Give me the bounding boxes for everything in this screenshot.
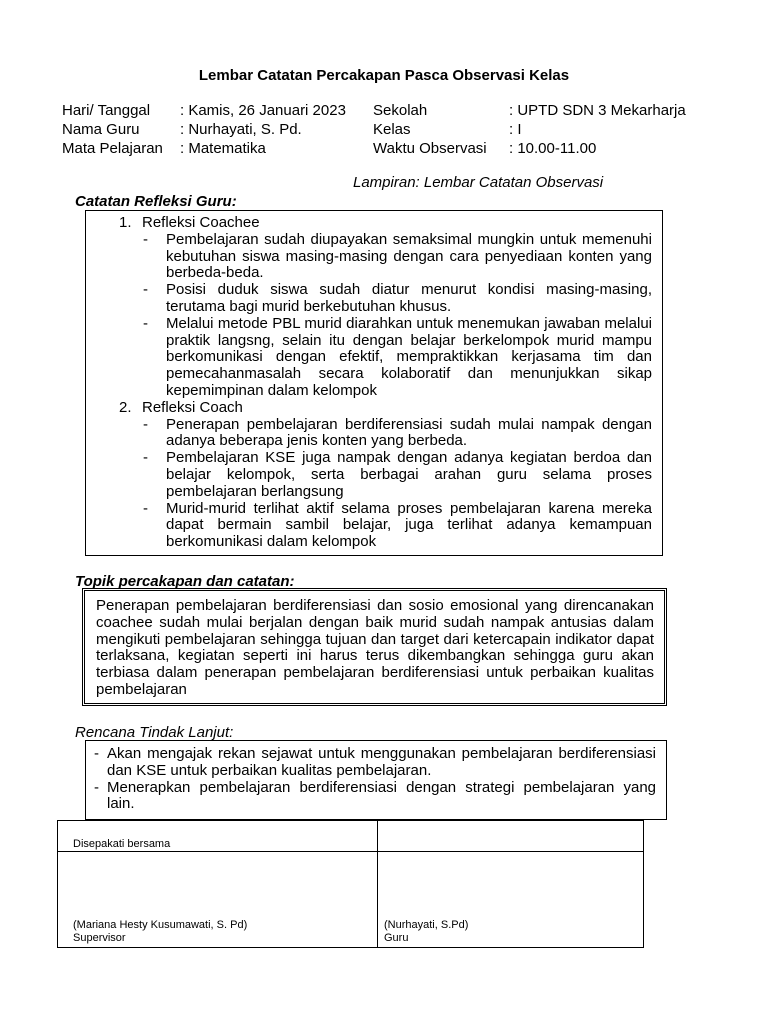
info-label-sekolah: Sekolah xyxy=(373,102,428,119)
info-right-labels xyxy=(373,101,487,158)
info-label-mata-pelajaran: Mata Pelajaran xyxy=(62,140,163,157)
section-number: 1. xyxy=(119,214,132,231)
rencana-label: Rencana Tindak Lanjut: xyxy=(75,724,234,741)
info-value-mata-pelajaran: : Matematika xyxy=(180,140,266,157)
section-heading: Refleksi Coachee xyxy=(142,214,260,231)
refleksi-coachee-bullet xyxy=(86,282,662,316)
topik-label: Topik percakapan dan catatan: xyxy=(75,573,295,590)
agreed-cell xyxy=(58,821,378,852)
signature-table xyxy=(57,820,644,948)
bullet-text: Pembelajaran sudah diupayakan semaksimal mungkin untuk memenuhi kebutuhan siswa masing-masing dengan cara penyediaan konten yang berbeda-beda. xyxy=(166,230,652,282)
bullet-dash: - xyxy=(94,745,99,762)
info-left-values xyxy=(180,101,346,158)
info-value-waktu-observasi: : 10.00-11.00 xyxy=(509,140,597,157)
info-value-hari-tanggal: : Kamis, 26 Januari 2023 xyxy=(180,102,346,119)
section-number: 2. xyxy=(119,398,132,416)
rencana-item-text: Menerapkan pembelajaran berdiferensiasi dengan strategi pembelajaran yang lain. xyxy=(107,778,656,813)
info-left-labels xyxy=(62,101,163,158)
refleksi-coachee-bullet xyxy=(86,316,662,400)
bullet-dash: - xyxy=(143,499,148,517)
rencana-box xyxy=(85,740,667,820)
rencana-item xyxy=(86,746,656,780)
refleksi-coachee-bullet xyxy=(86,232,662,282)
info-label-nama-guru: Nama Guru xyxy=(62,121,140,138)
bullet-text: Posisi duduk siswa sudah diatur menurut kondisi masing-masing, terutama bagi murid berkebutuhan khusus. xyxy=(166,281,652,315)
guru-role: Guru xyxy=(384,932,409,944)
bullet-dash: - xyxy=(143,230,148,248)
refleksi-coachee-heading xyxy=(86,215,662,232)
refleksi-label: Catatan Refleksi Guru: xyxy=(75,193,237,210)
agreed-label: Disepakati bersama xyxy=(73,838,171,850)
rencana-item-text: Akan mengajak rekan sejawat untuk menggunakan pembelajaran berdiferensiasi dan KSE untuk perbaikan kualitas pembelajaran. xyxy=(107,745,656,779)
topik-box xyxy=(82,588,667,706)
refleksi-coach-bullet xyxy=(86,450,662,500)
guru-name: (Nurhayati, S.Pd) xyxy=(384,919,469,931)
agreed-cell-empty xyxy=(378,821,644,852)
lampiran-note: Lampiran: Lembar Catatan Observasi xyxy=(353,174,604,191)
info-value-nama-guru: : Nurhayati, S. Pd. xyxy=(180,121,302,138)
guru-cell xyxy=(378,852,644,948)
bullet-dash: - xyxy=(94,778,99,796)
topik-text: Penerapan pembelajaran berdiferensiasi dan sosio emosional yang direncanakan coachee sudah mulai berjalan dengan baik murid sudah nampak antusias dalam mengikuti pembelajaran sehingga tujuan dan target dari ketercapain indikator dapat terlaksana, kegiatan seperti ini harus terus dikembangkan sehingga guru akan terbiasa dalam penerapan pembelajaran berdiferensiasi untuk perbaikan kualitas pembelajaran xyxy=(96,597,654,698)
bullet-dash: - xyxy=(143,314,148,332)
refleksi-box xyxy=(85,210,663,556)
bullet-text: Murid-murid terlihat aktif selama proses pembelajaran karena mereka dapat bermain sambil belajar, juga terlihat adanya kemampuan berkomunikasi dalam kelompok xyxy=(166,499,652,551)
bullet-text: Pembelajaran KSE juga nampak dengan adanya kegiatan berdoa dan belajar kelompok, serta berbagai arahan guru selama proses pembelajaran berlangsung xyxy=(166,449,652,500)
supervisor-cell xyxy=(58,852,378,948)
section-heading: Refleksi Coach xyxy=(142,398,243,416)
info-right-values xyxy=(509,101,686,158)
info-label-waktu-observasi: Waktu Observasi xyxy=(373,140,487,157)
bullet-text: Melalui metode PBL murid diarahkan untuk menemukan jawaban melalui praktik langsng, selain itu dengan belajar berkelompok murid mampu berkomunikasi dengan efektif, mempraktikkan kerjasama tim dan pemecahanmasalah secara kolaboratif dan menunjukkan sikap kepemimpinan dalam kelompok xyxy=(166,314,652,399)
info-value-sekolah: : UPTD SDN 3 Mekarharja xyxy=(509,102,686,119)
refleksi-coach-bullet xyxy=(86,417,662,451)
info-label-hari-tanggal: Hari/ Tanggal xyxy=(62,102,151,119)
document-title: Lembar Catatan Percakapan Pasca Observasi Kelas xyxy=(198,67,570,84)
bullet-dash: - xyxy=(143,281,148,299)
bullet-dash: - xyxy=(143,415,148,433)
info-value-kelas: : I xyxy=(509,121,522,138)
supervisor-name: (Mariana Hesty Kusumawati, S. Pd) xyxy=(73,919,248,931)
bullet-text: Penerapan pembelajaran berdiferensiasi sudah mulai nampak dengan adanya beberapa jenis konten yang berbeda. xyxy=(166,415,652,450)
info-label-kelas: Kelas xyxy=(373,121,411,138)
refleksi-coach-bullet xyxy=(86,501,662,551)
bullet-dash: - xyxy=(143,449,148,467)
refleksi-coach-heading xyxy=(86,400,662,417)
rencana-item xyxy=(86,780,656,814)
supervisor-role: Supervisor xyxy=(73,932,126,944)
